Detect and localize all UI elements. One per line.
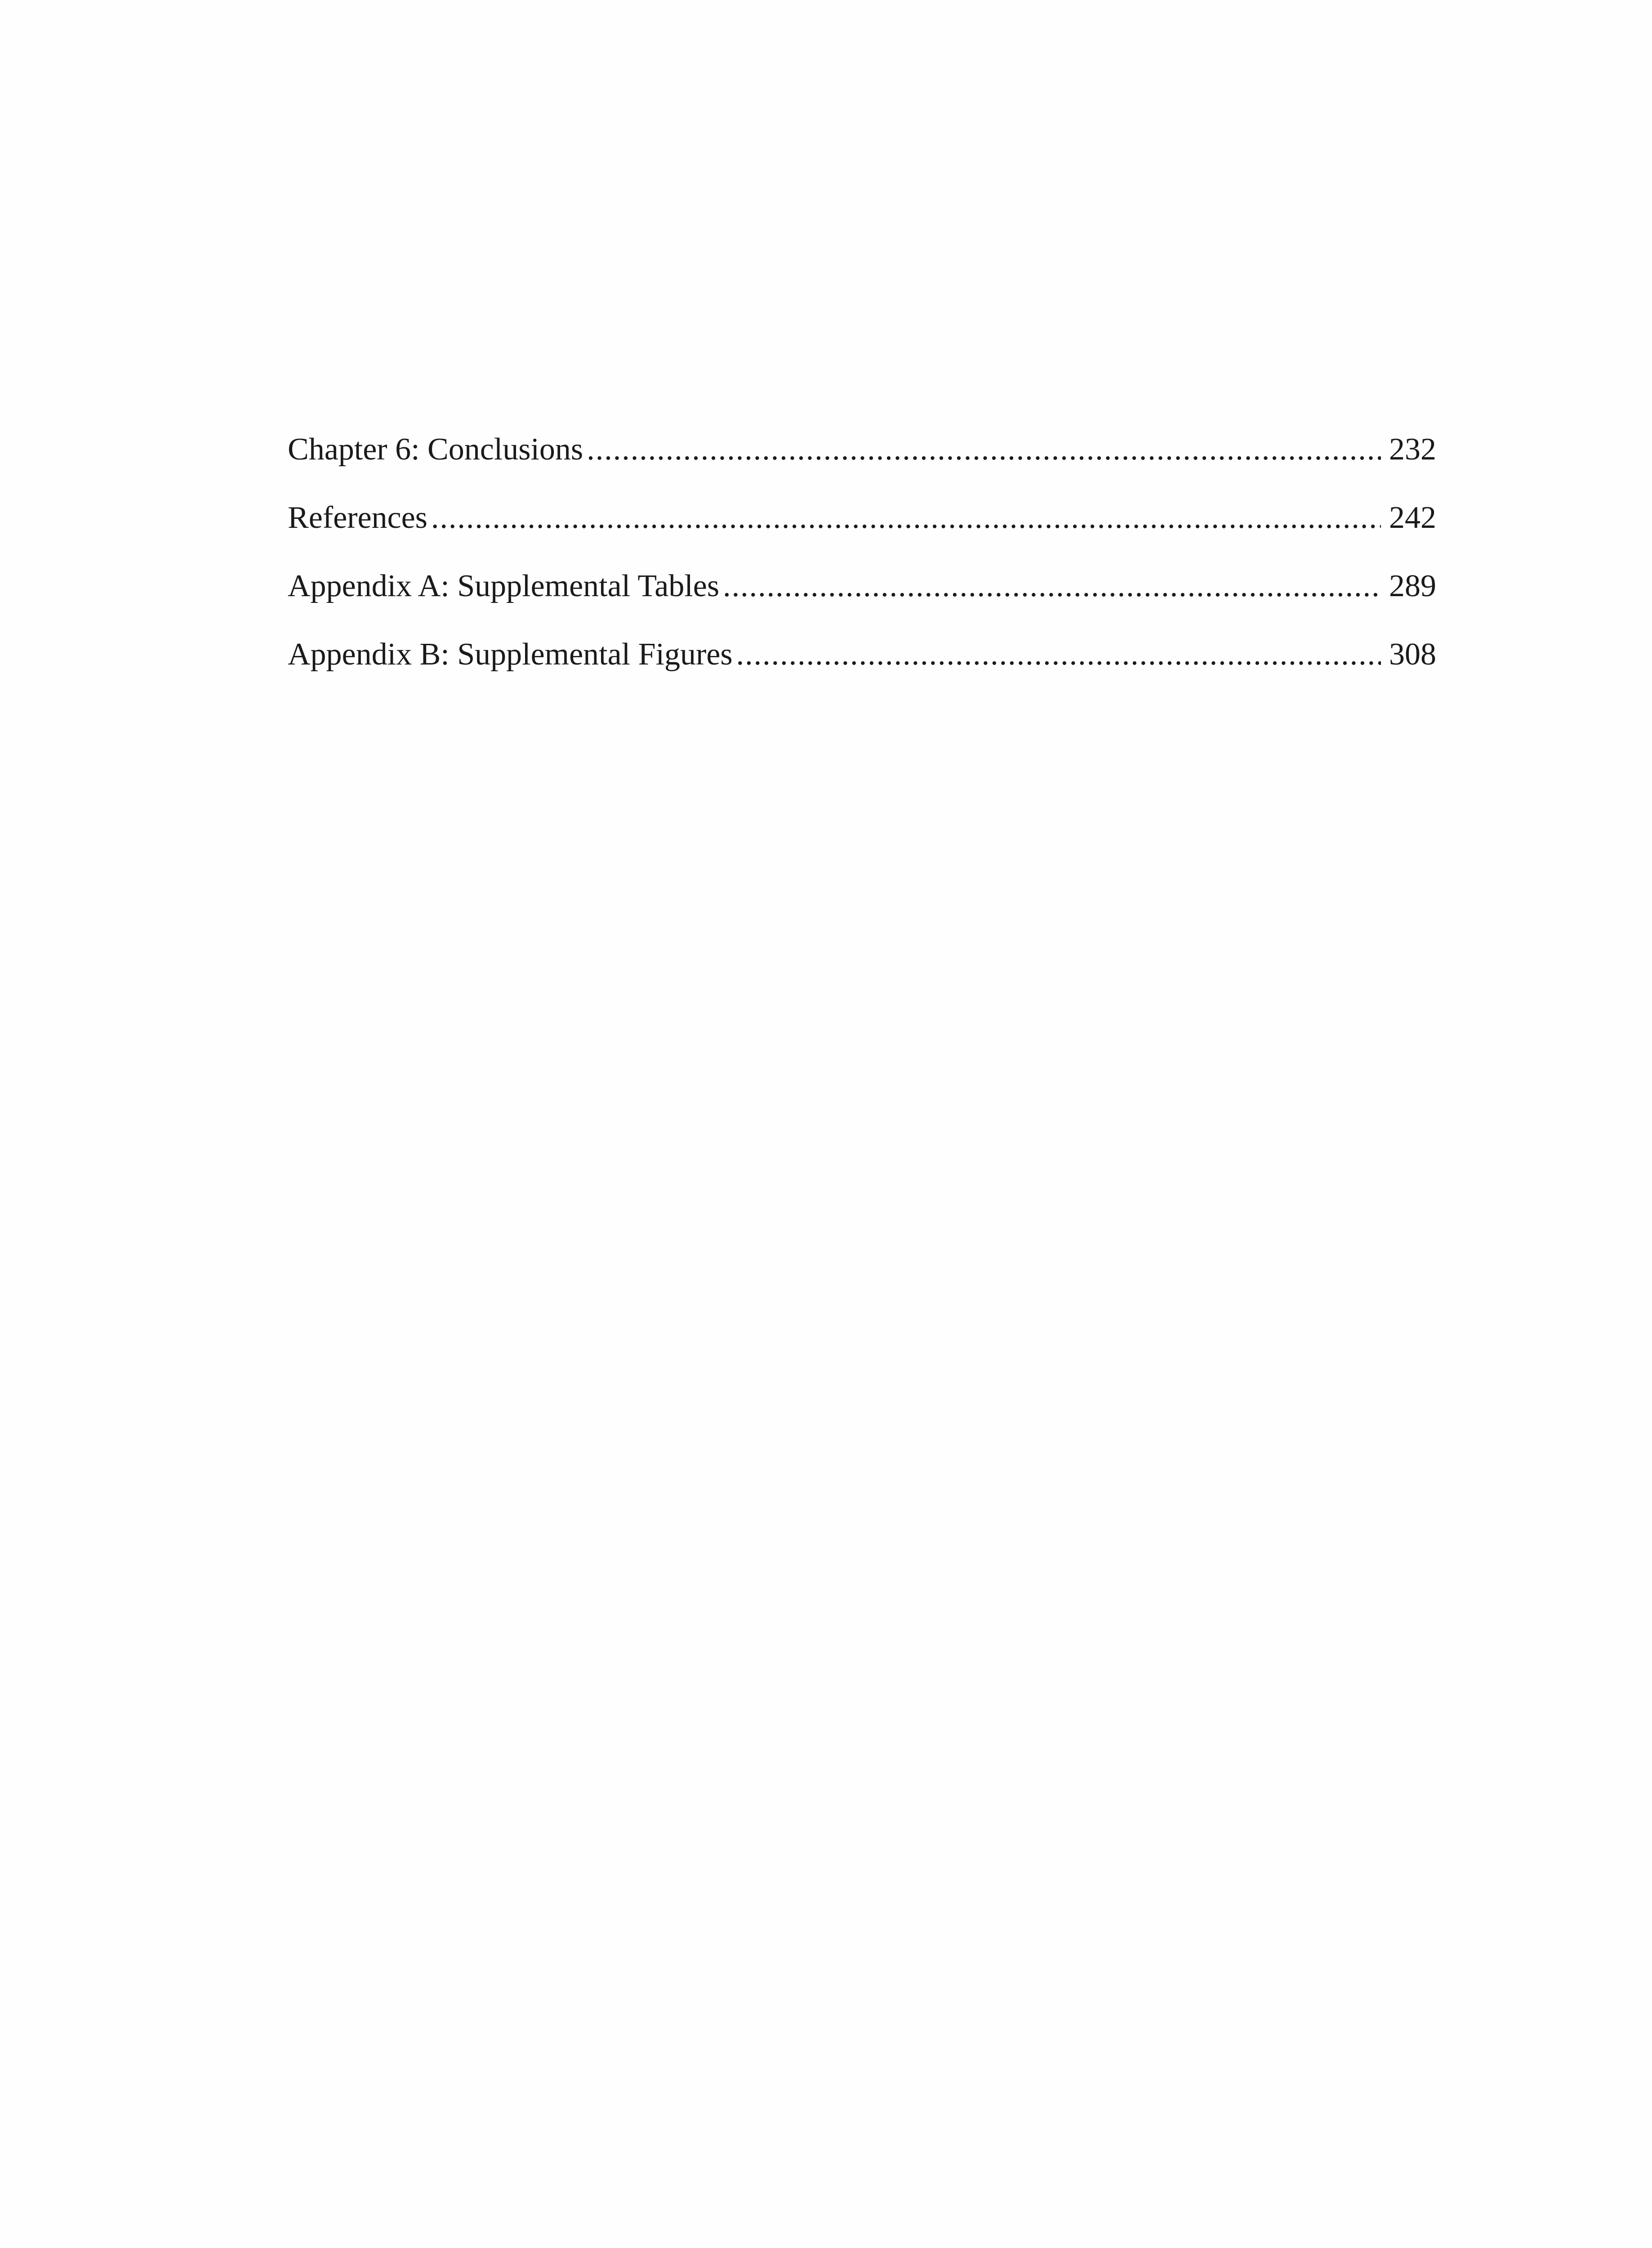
toc-entry-title: Appendix B: Supplemental Figures [288,637,733,672]
toc-entry-appendix-b[interactable] [288,637,1436,705]
toc-entry-title: Appendix A: Supplemental Tables [288,569,720,603]
toc-entry-chapter-6[interactable] [288,432,1436,500]
toc-entry-appendix-a[interactable] [288,568,1436,637]
toc-entry-references[interactable] [288,500,1436,568]
toc-dot-leader [736,637,1381,673]
toc-dot-leader [587,432,1381,468]
table-of-contents [288,432,1436,705]
toc-dot-leader [723,568,1381,604]
toc-entry-title: Chapter 6: Conclusions [288,432,583,467]
toc-entry-title: References [288,500,427,535]
toc-dot-leader [431,500,1381,536]
toc-entry-page-number: 308 [1389,637,1436,672]
toc-entry-page-number: 289 [1389,569,1436,603]
toc-entry-page-number: 232 [1389,432,1436,467]
toc-entry-page-number: 242 [1389,500,1436,535]
